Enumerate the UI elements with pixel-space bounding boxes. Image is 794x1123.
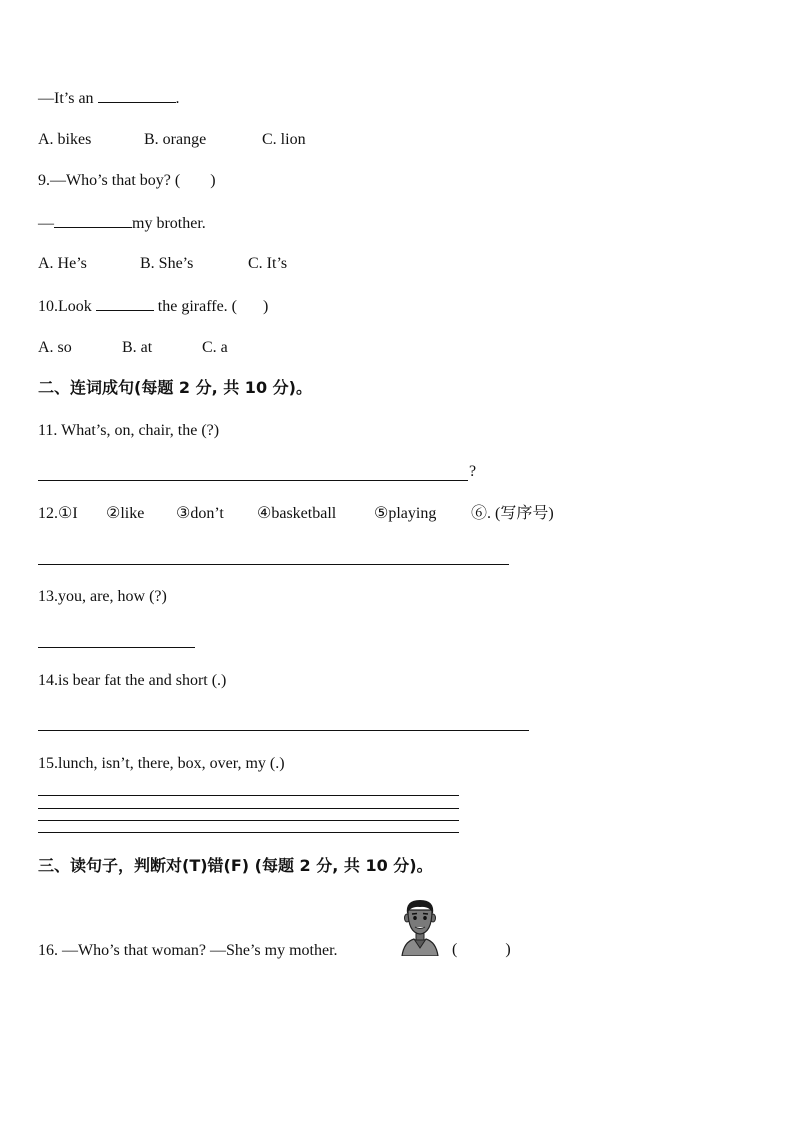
q11-answer-end: ?	[469, 463, 477, 480]
q14-answer-line[interactable]	[38, 730, 529, 731]
q9-blank[interactable]	[54, 213, 132, 228]
q9-options	[38, 254, 287, 274]
q15-writing-line-1[interactable]	[38, 795, 459, 796]
q10-option-a[interactable]: A. so	[38, 339, 72, 356]
q10-end: )	[263, 298, 269, 315]
q9-option-c[interactable]: C. It’s	[248, 255, 288, 272]
q15-writing-line-3[interactable]	[38, 820, 459, 821]
q10-blank[interactable]	[96, 296, 154, 311]
q9-answer-line	[38, 213, 206, 234]
q9-option-a[interactable]: A. He’s	[38, 255, 87, 272]
q10-prefix: 10.Look	[38, 298, 92, 315]
q9-answer-prefix: —	[38, 215, 54, 232]
q8-answer-suffix: .	[175, 90, 180, 107]
q8-option-a[interactable]: A. bikes	[38, 131, 92, 148]
q10-suffix: the giraffe. (	[157, 298, 237, 315]
q16-paren-close: )	[505, 941, 511, 958]
q10-option-b[interactable]: B. at	[122, 339, 153, 356]
q12-number: 12.	[38, 505, 58, 522]
q10-options	[38, 338, 228, 358]
q13-prompt: 13.you, are, how (?)	[38, 588, 167, 605]
q8-options	[38, 130, 306, 150]
q8-answer-line	[38, 88, 180, 109]
q12-word-3: ③don’t	[176, 505, 224, 522]
q12-word-5: ⑤playing	[374, 505, 437, 522]
section-3-heading: 三、读句子，判断对(T)错(F) (每题 2 分, 共 10 分)。	[38, 856, 433, 875]
boy-illustration	[400, 898, 440, 956]
q10-question	[38, 296, 268, 317]
q12-word-4: ④basketball	[257, 505, 337, 522]
q12-prompt	[38, 504, 554, 524]
q10-option-c[interactable]: C. a	[202, 339, 228, 356]
q11-answer-line[interactable]	[38, 480, 468, 481]
q9-question-text: 9.—Who’s that boy? (	[38, 172, 181, 189]
q8-option-b[interactable]: B. orange	[144, 131, 207, 148]
q16-paren-open: (	[452, 941, 458, 958]
q11-prompt: 11. What’s, on, chair, the (?)	[38, 422, 220, 439]
q15-prompt: 15.lunch, isn’t, there, box, over, my (.)	[38, 755, 285, 772]
q12-answer-line[interactable]	[38, 564, 509, 565]
q14-prompt: 14.is bear fat the and short (.)	[38, 672, 227, 689]
q13-answer-line[interactable]	[38, 647, 195, 648]
q9-question	[38, 171, 216, 191]
q12-word-2: ②like	[106, 505, 145, 522]
q12-word-1: ①I	[58, 505, 78, 522]
q12-word-6: ⑥. (写序号)	[471, 505, 554, 522]
q15-writing-line-4[interactable]	[38, 832, 459, 833]
q8-option-c[interactable]: C. lion	[262, 131, 306, 148]
q9-answer-suffix: my brother.	[132, 215, 206, 232]
q16-answer-paren[interactable]	[452, 940, 511, 960]
q16-statement: 16. —Who’s that woman? —She’s my mother.	[38, 942, 338, 959]
q8-blank[interactable]	[98, 88, 176, 103]
q9-option-b[interactable]: B. She’s	[140, 255, 194, 272]
q8-answer-prefix: —It’s an	[38, 90, 94, 107]
q15-writing-line-2[interactable]	[38, 808, 459, 809]
q9-question-end: )	[210, 172, 216, 189]
section-2-heading: 二、连词成句(每题 2 分, 共 10 分)。	[38, 378, 312, 397]
